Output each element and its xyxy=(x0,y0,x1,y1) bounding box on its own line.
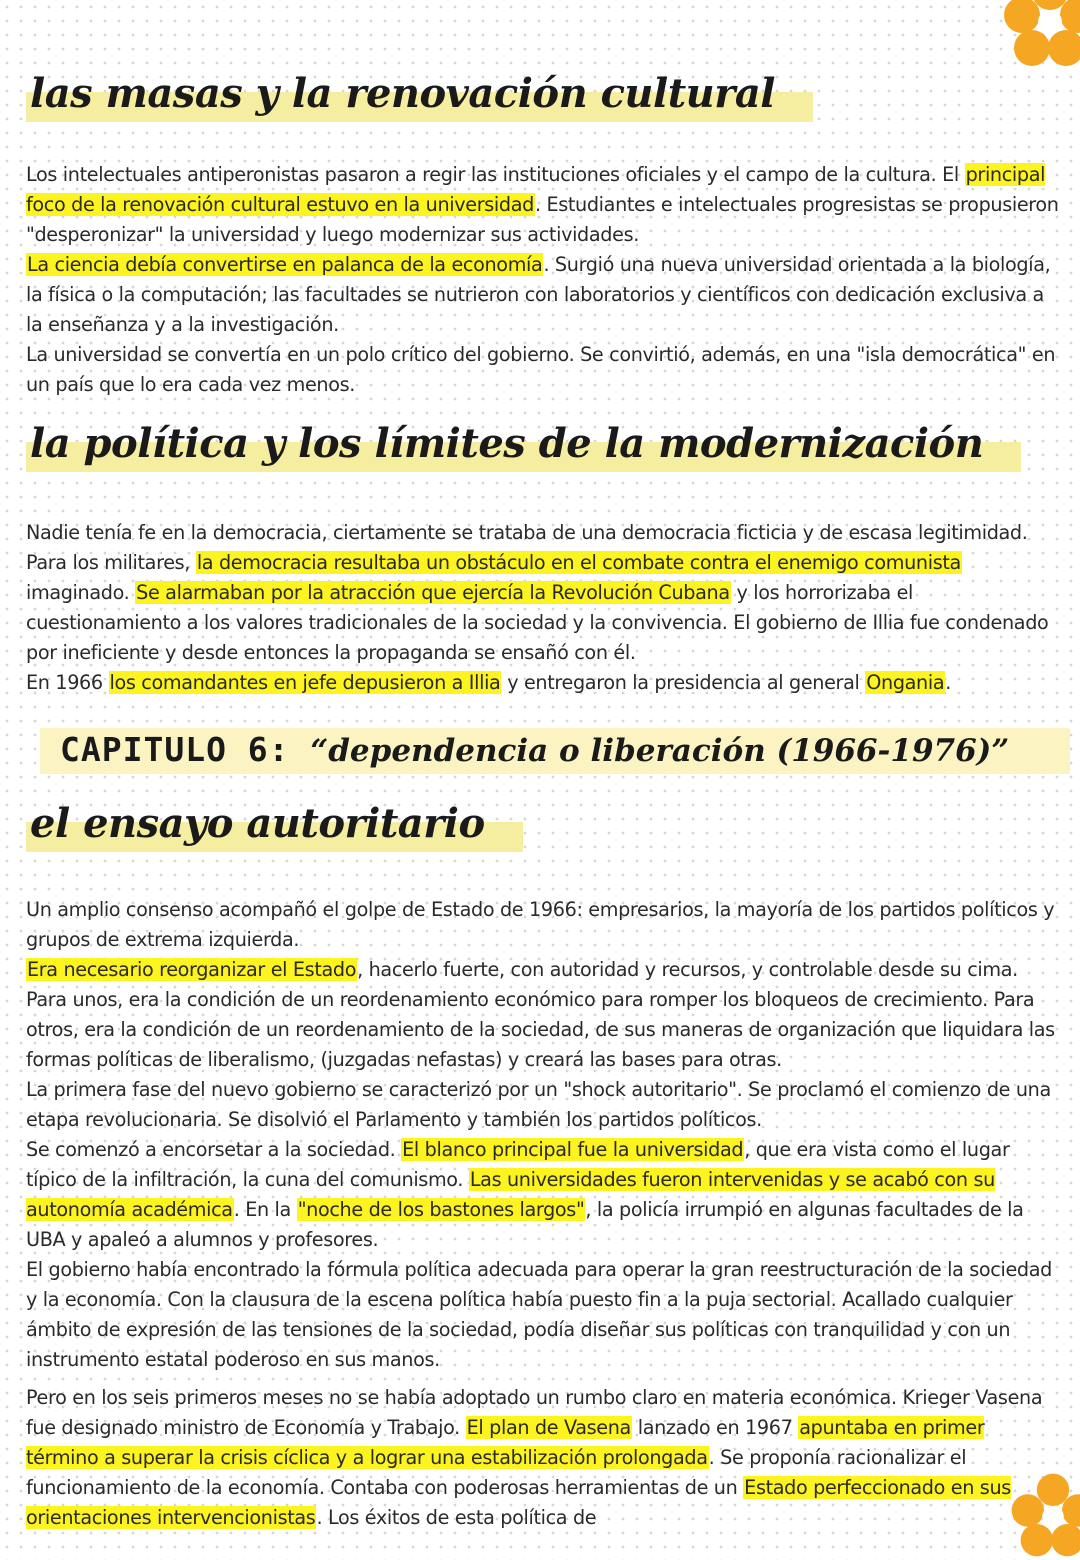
paragraph: Era necesario reorganizar el Estado, hacerlo fuerte, con autoridad y recursos, y controlable desde su cima. Para unos, era la condición de un reordenamiento económico para romper los bloqueos de crecimiento. Para otros, era la condición de un reordenamiento de la sociedad, de sus maneras de organización que liquidara las formas políticas de liberalismo, (juzgadas nefastas) y creará las bases para otras. xyxy=(26,958,1055,1071)
section-heading: la política y los límites de la modernización xyxy=(26,420,1001,467)
paragraph: La universidad se convertía en un polo crítico del gobierno. Se convirtió, además, en una "isla democrática" en un país que lo era cada vez menos. xyxy=(26,343,1056,396)
paragraph: Se comenzó a encorsetar a la sociedad. El blanco principal fue la universidad, que era vista como el lugar típico de la infiltración, la cuna del comunismo. Las universidades fueron intervenidas y se acabó con su autonomía académica. En la "noche de los bastones largos", la policía irrumpió en algunas facultades de la UBA y apaleó a alumnos y profesores. xyxy=(26,1138,1024,1251)
paragraph: Un amplio consenso acompañó el golpe de Estado de 1966: empresarios, la mayoría de los partidos políticos y grupos de extrema izquierda. xyxy=(26,898,1055,951)
section-heading: el ensayo autoritario xyxy=(26,800,503,847)
section-body xyxy=(26,518,1061,698)
paragraph: La ciencia debía convertirse en palanca de la economía. Surgió una nueva universidad orientada a la biología, la física o la computación; las facultades se nutrieron con laboratorios y científicos con dedicación exclusiva a la enseñanza y a la investigación. xyxy=(26,253,1051,336)
paragraph: Los intelectuales antiperonistas pasaron a regir las instituciones oficiales y el campo de la cultura. El principal foco de la renovación cultural estuvo en la universidad. Estudiantes e intelectuales progresistas se propusieron "desperonizar" la universidad y luego modernizar sus actividades. xyxy=(26,163,1059,246)
section-body xyxy=(26,895,1061,1533)
section-body xyxy=(26,160,1061,400)
flower-icon xyxy=(1000,0,1080,70)
paragraph: Nadie tenía fe en la democracia, ciertamente se trataba de una democracia ficticia y de escasa legitimidad. Para los militares, la democracia resultaba un obstáculo en el combate contra el enemigo comunista imaginado. Se alarmaban por la atracción que ejercía la Revolución Cubana y los horrorizaba el cuestionamiento a los valores tradicionales de la sociedad y la convivencia. El gobierno de Illia fue condenado por ineficiente y desde entonces la propaganda se ensañó con él. xyxy=(26,521,1049,664)
chapter-title: CAPITULO 6: “dependencia o liberación (1966-1976)” xyxy=(60,730,1010,769)
paragraph: La primera fase del nuevo gobierno se caracterizó por un "shock autoritario". Se proclamó el comienzo de una etapa revolucionaria. Se disolvió el Parlamento y también los partidos políticos. xyxy=(26,1078,1051,1131)
section-heading: las masas y la renovación cultural xyxy=(26,70,793,117)
paragraph: Pero en los seis primeros meses no se había adoptado un rumbo claro en materia económica. Krieger Vasena fue designado ministro de Economía y Trabajo. El plan de Vasena lanzado en 1967 apuntaba en primer término a superar la crisis cíclica y a lograr una estabilización prolongada. Se proponía racionalizar el funcionamiento de la economía. Contaba con poderosas herramientas de un Estado perfeccionado en sus orientaciones intervencionistas. Los éxitos de esta política de xyxy=(26,1386,1043,1529)
paragraph: En 1966 los comandantes en jefe depusieron a Illia y entregaron la presidencia al general Ongania. xyxy=(26,671,952,694)
paragraph: El gobierno había encontrado la fórmula política adecuada para operar la gran reestructuración de la sociedad y la economía. Con la clausura de la escena política había puesto fin a la puja sectorial. Acallado cualquier ámbito de expresión de las tensiones de la sociedad, podía diseñar sus políticas con tranquilidad y con un instrumento estatal poderoso en sus manos. xyxy=(26,1258,1052,1371)
